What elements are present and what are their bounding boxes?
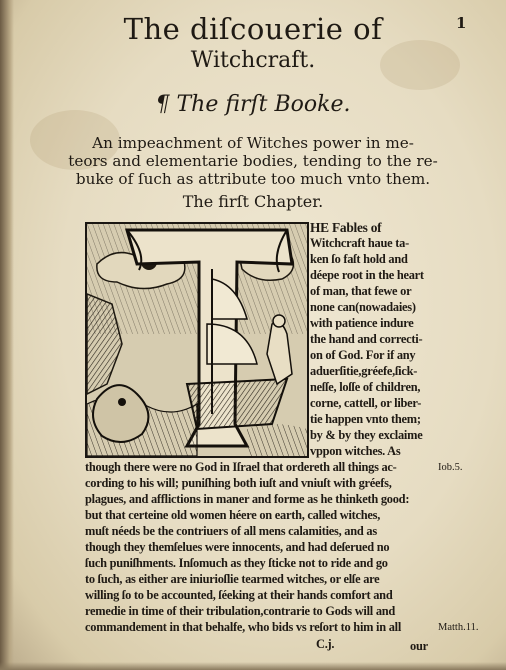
- body-line: Witchcraft haue ta-: [310, 236, 409, 250]
- page-title-line-1: The diſcouerie of: [123, 12, 383, 46]
- body-line: ſuch puniſhments. Inſomuch as they ſticke not to ride and go: [85, 556, 388, 570]
- body-line: cording to his will; puniſhing both iuſt and vniuſt with gréefs,: [85, 476, 392, 490]
- body-line: none can(nowadaies): [310, 300, 416, 314]
- body-line: with patience indure: [310, 316, 414, 330]
- body-line: the hand and correcti-: [310, 332, 423, 346]
- catchword: our: [410, 639, 428, 653]
- body-line: but that certeine old women héere on earth, called witches,: [85, 508, 381, 522]
- body-line: plagues, and afflictions in maner and forme as he thinketh good:: [85, 492, 410, 506]
- body-line: though there were no God in Iſrael that ordereth all things ac-: [85, 460, 397, 474]
- body-line: commandement in that behalfe, who bids vs reſort to him in all: [85, 620, 402, 634]
- book-heading: ¶ The firſt Booke.: [155, 92, 351, 117]
- woodcut-initial-illustration: [85, 222, 309, 458]
- marginal-note: Matth.11.: [438, 622, 479, 633]
- impeachment-line: An impeachment of Witches power in me-: [92, 134, 414, 152]
- body-line: aduerſitie,gréefe,ſick-: [310, 364, 418, 378]
- impeachment-line: teors and elementarie bodies, tending to the re-: [68, 152, 438, 170]
- body-line: remedie in time of their tribulation,contrarie to Gods will and: [85, 604, 396, 618]
- page-bottom-shadow: [0, 662, 506, 670]
- body-line: HE Fables of: [310, 220, 382, 235]
- marginal-note: Iob.5.: [438, 462, 463, 473]
- body-line: though they themſelues were innocents, and had deſerued no: [85, 540, 390, 554]
- page-number: 1: [456, 14, 467, 32]
- page-title-line-2: Witchcraft.: [190, 48, 316, 73]
- signature-mark: C.j.: [316, 637, 335, 651]
- body-line: tie happen vnto them;: [310, 412, 421, 426]
- body-line: vppon witches. As: [310, 444, 401, 458]
- body-line: of man, that fewe or: [310, 284, 412, 298]
- impeachment-line: buke of ſuch as attribute too much vnto them.: [75, 170, 431, 188]
- body-line: ken ſo faſt hold and: [310, 252, 408, 266]
- body-line: neſſe, loſſe of children,: [310, 380, 421, 394]
- body-line: on of God. For if any: [310, 348, 416, 362]
- body-line: muſt néeds be the contriuers of all mens calamities, and as: [85, 524, 377, 538]
- body-line: to ſuch, as either are iniurioſlie tearmed witches, or elſe are: [85, 572, 380, 586]
- body-line: corne, cattell, or liber-: [310, 396, 422, 410]
- body-line: by & by they exclaime: [310, 428, 423, 442]
- chapter-heading: The firſt Chapter.: [182, 192, 324, 211]
- body-line: déepe root in the heart: [310, 268, 424, 282]
- body-line: willing ſo to be accounted, ſéeking at their hands comfort and: [85, 588, 393, 602]
